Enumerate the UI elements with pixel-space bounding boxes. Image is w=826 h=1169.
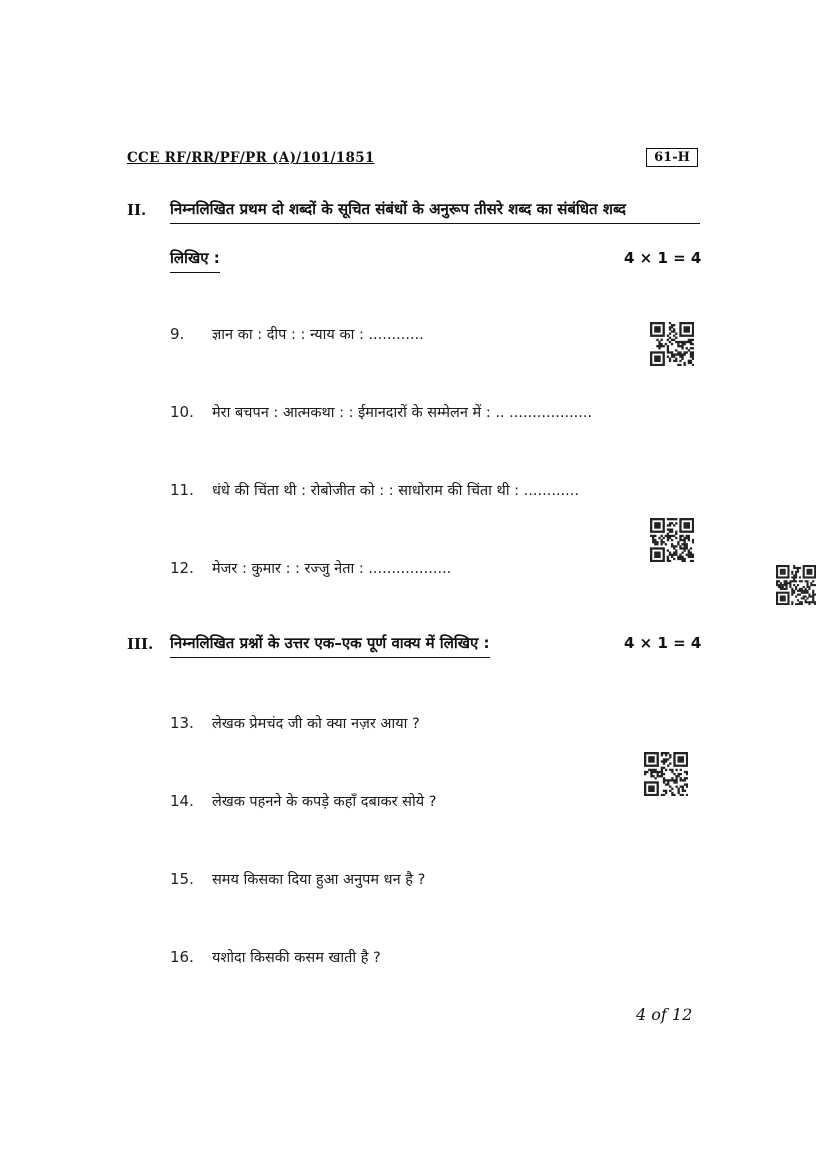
question-text: समय किसका दिया हुआ अनुपम धन है ? xyxy=(212,872,426,888)
question-text: लेखक पहनने के कपड़े कहाँ दबाकर सोये ? xyxy=(212,794,437,810)
paper-code: CCE RF/RR/PF/PR (A)/101/1851 xyxy=(127,150,375,166)
question-text: मेरा बचपन : आत्मकथा : : ईमानदारों के सम्मेलन में : .. .................. xyxy=(212,405,593,421)
qr-code-icon xyxy=(650,322,694,366)
question-text: लेखक प्रेमचंद जी को क्या नज़र आया ? xyxy=(212,716,420,732)
section-2-title-line2: लिखिए : xyxy=(170,248,220,273)
question-number: 12. xyxy=(170,559,194,577)
question-number: 15. xyxy=(170,870,194,888)
question-text: मेजर : कुमार : : रज्जु नेता : .................. xyxy=(212,561,452,577)
qr-code-icon xyxy=(650,518,694,562)
section-2-title-line1: निम्नलिखित प्रथम दो शब्दों के सूचित संबंधों के अनुरूप तीसरे शब्द का संबंधित शब्द xyxy=(170,199,700,224)
question-number: 11. xyxy=(170,481,194,499)
qr-code-icon xyxy=(644,752,688,796)
question-text: धंधे की चिंता थी : रोबोजीत को : : साधोराम की चिंता थी : ............ xyxy=(212,483,579,499)
question-text: यशोदा किसकी कसम खाती है ? xyxy=(212,950,381,966)
question-text: ज्ञान का : दीप : : न्याय का : ............ xyxy=(212,327,424,343)
qr-code-icon xyxy=(776,565,816,605)
question-number: 16. xyxy=(170,948,194,966)
section-2-marks: 4 × 1 = 4 xyxy=(624,249,702,267)
question-number: 10. xyxy=(170,403,194,421)
section-2-number: II. xyxy=(127,201,147,219)
page-code-box: 61-H xyxy=(646,148,698,167)
page-number: 4 of 12 xyxy=(636,1005,693,1024)
question-number: 14. xyxy=(170,792,194,810)
question-number: 13. xyxy=(170,714,194,732)
question-number: 9. xyxy=(170,325,185,343)
section-3-number: III. xyxy=(127,635,154,653)
section-3-marks: 4 × 1 = 4 xyxy=(624,634,702,652)
section-3-title: निम्नलिखित प्रश्नों के उत्तर एक–एक पूर्ण वाक्य में लिखिए : xyxy=(170,633,490,658)
